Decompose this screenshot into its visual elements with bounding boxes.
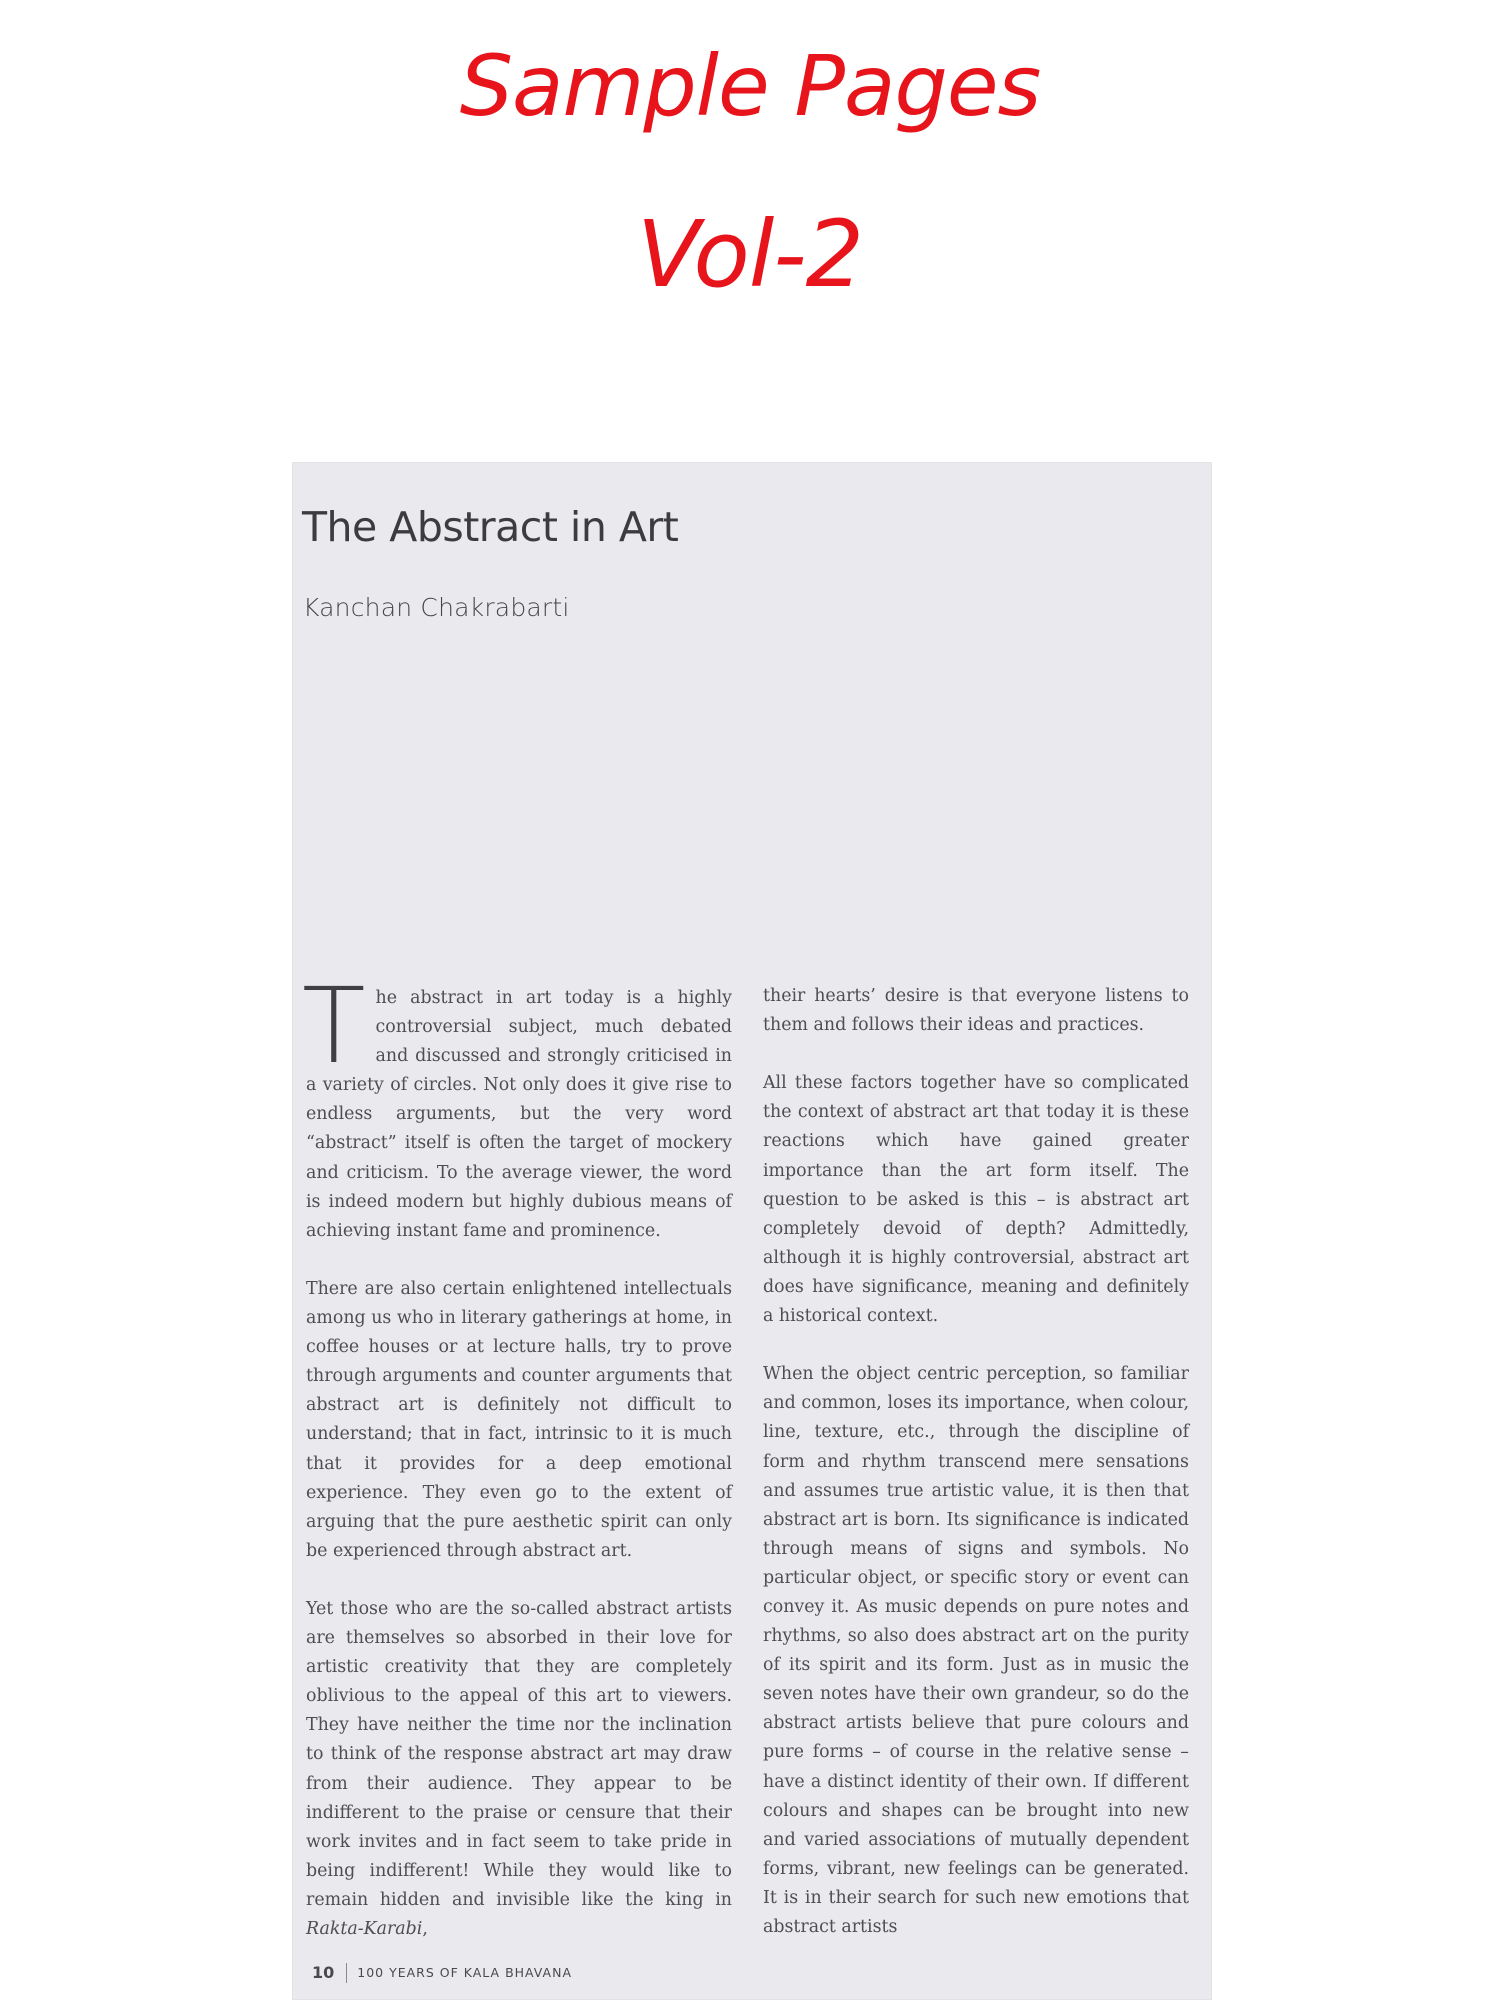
book-page xyxy=(292,462,1212,2000)
paragraph: There are also certain enlightened intellectuals among us who in literary gatherings at home, in coffee houses or at lecture halls, try to prove through arguments and counter arguments that abstract art is definitely not difficult to understand; that in fact, intrinsic to it is much that it provides for a deep emotional experience. They even go to the extent of arguing that the pure aesthetic spirit can only be experienced through abstract art. xyxy=(306,1278,732,1561)
article-author: Kanchan Chakrabarti xyxy=(303,593,570,622)
paragraph-text: Yet those who are the so-called abstract artists are themselves so absorbed in their love for artistic creativity that they are completely oblivious to the appeal of this art to viewers. They have neither the time nor the inclination to think of the response abstract art may draw from their audience. They appear to be indifferent to the praise or censure that their work invites and in fact seem to take pride in being indifferent! While they would like to remain hidden and invisible like the king in xyxy=(306,1598,732,1910)
left-column xyxy=(302,965,732,1944)
article-title: The Abstract in Art xyxy=(302,503,679,551)
paragraph xyxy=(306,1595,732,1944)
paragraph: When the object centric perception, so familiar and common, loses its importance, when colour, line, texture, etc., through the discipline of form and rhythm transcend mere sensations and assumes true artistic value, it is then that abstract art is born. Its significance is indicated through means of signs and symbols. No particular object, or specific story or event can convey it. As music depends on pure notes and rhythms, so also does abstract art on the purity of its spirit and its form. Just as in music the seven notes have their own grandeur, so do the abstract artists believe that pure colours and pure forms – of course in the relative sense – have a distinct identity of their own. If different colours and shapes can be brought into new and varied associations of mutually dependent forms, vibrant, new feelings can be generated. It is in their search for such new emotions that abstract artists xyxy=(763,1364,1189,1937)
paragraph: All these factors together have so complicated the context of abstract art that today it is these reactions which have gained greater importance than the art form itself. The question to be asked is this – is abstract art completely devoid of depth? Admittedly, although it is highly controversial, abstract art does have significance, meaning and definitely a historical context. xyxy=(763,1073,1189,1327)
banner-volume: Vol-2 xyxy=(636,201,864,308)
footer-divider xyxy=(346,1963,347,1983)
drop-cap: T xyxy=(302,965,366,1087)
running-title: 100 YEARS OF KALA BHAVANA xyxy=(357,1965,573,1980)
banner-sample-pages: Sample Pages xyxy=(459,37,1041,135)
page-footer xyxy=(312,1962,572,1983)
paragraph: their hearts’ desire is that everyone listens to them and follows their ideas and practices. xyxy=(763,986,1189,1036)
paragraph-text: he abstract in art today is a highly controversial subject, much debated and discussed and strongly criticised in a variety of circles. Not only does it give rise to endless arguments, but the very word “abstract” itself is often the target of mockery and criticism. To the average viewer, the word is indeed modern but highly dubious means of achieving instant fame and prominence. xyxy=(306,988,732,1241)
paragraph xyxy=(302,965,732,1246)
page-number: 10 xyxy=(312,1963,335,1982)
italic-title-rakta-karabi: Rakta-Karabi xyxy=(306,1919,423,1939)
paragraph-tail: , xyxy=(422,1919,428,1939)
right-column xyxy=(763,982,1189,1942)
